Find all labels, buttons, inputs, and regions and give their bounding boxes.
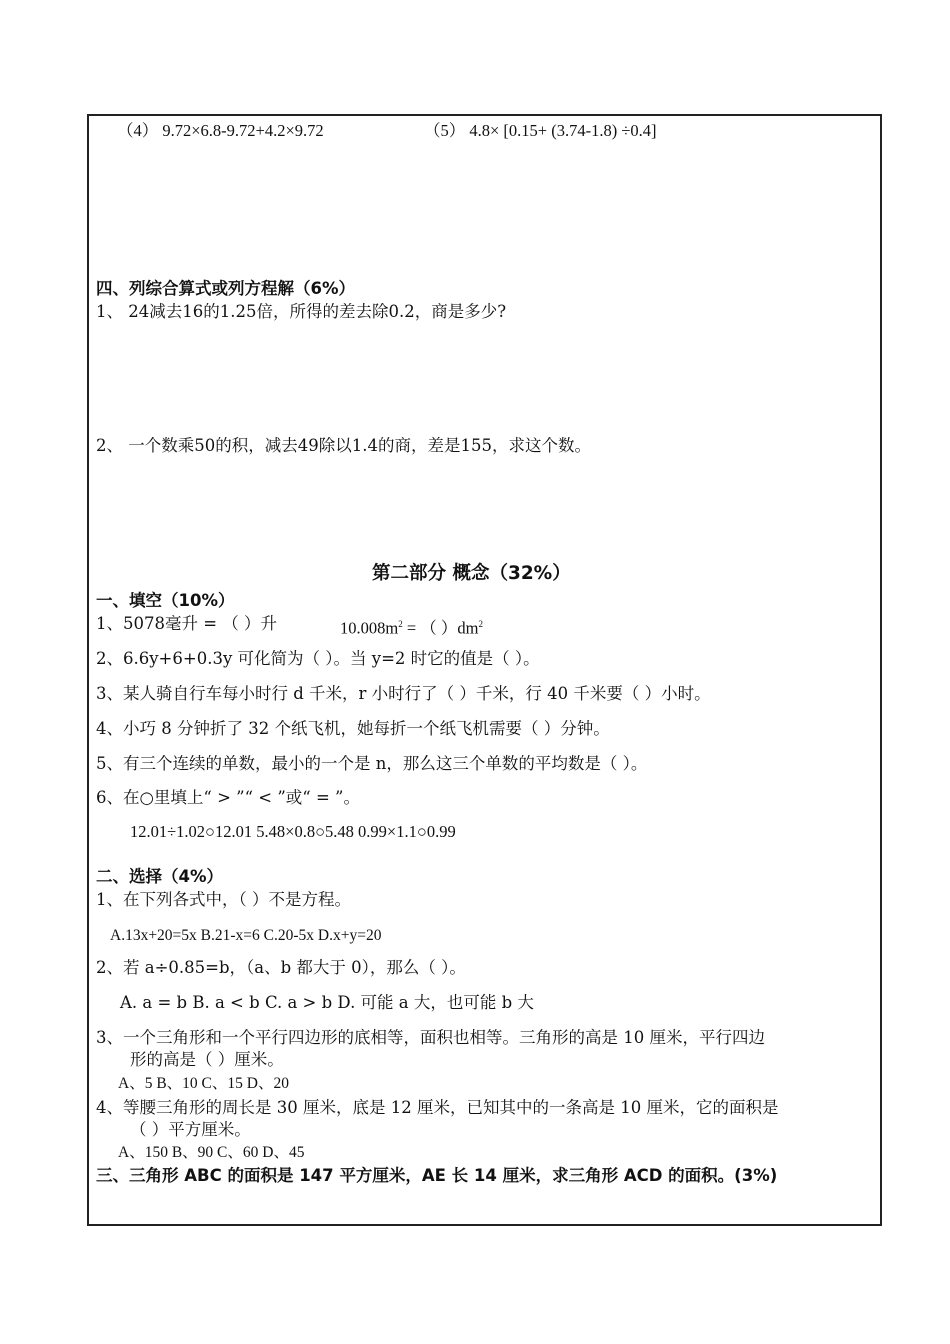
fill-question-2: 2、6.6y+6+0.3y 可化简为（ ）。当 y=2 时它的值是（ ）。 (96, 649, 540, 668)
calc-question-5: （5） 4.8× [0.15+ (3.74-1.8) ÷0.4] (424, 121, 657, 140)
fill-question-1a: 1、5078毫升 = （ ）升 (96, 614, 278, 633)
section3-question: 三、三角形 ABC 的面积是 147 平方厘米，AE 长 14 厘米，求三角形 ACD 的面积。(3%) (96, 1166, 778, 1185)
section4-heading: 四、列综合算式或列方程解（6%） (96, 279, 356, 298)
choice-question-2-options: A. a = b B. a < b C. a > b D. 可能 a 大，也可能 b 大 (120, 993, 534, 1012)
choice-question-4-line1: 4、等腰三角形的周长是 30 厘米，底是 12 厘米，已知其中的一条高是 10 厘米，它的面积是 (96, 1098, 779, 1117)
choice-question-3-line1: 3、一个三角形和一个平行四边形的底相等，面积也相等。三角形的高是 10 厘米，平行四边 (96, 1028, 765, 1047)
choice-question-1: 1、在下列各式中，（ ）不是方程。 (96, 890, 351, 909)
choice-question-2: 2、若 a÷0.85=b，（a、b 都大于 0），那么（ ）。 (96, 958, 466, 977)
choice-question-1-options: A.13x+20=5x B.21-x=6 C.20-5x D.x+y=20 (110, 927, 382, 944)
fill-question-5: 5、有三个连续的单数，最小的一个是 n，那么这三个单数的平均数是（ ）。 (96, 754, 648, 773)
fill-heading: 一、填空（10%） (96, 591, 235, 610)
choice-question-4-line2: （ ）平方厘米。 (130, 1120, 251, 1139)
fill-question-1b: $10.008m^2$ = （ ）$dm^2$ (340, 618, 483, 638)
section4-question-2: 2、 一个数乘50的积，减去49除以1.4的商，差是155，求这个数。 (96, 436, 591, 455)
part2-title: 第二部分 概念（32%） (372, 563, 571, 584)
fill-question-6-items: 12.01÷1.02○12.01 5.48×0.8○5.48 0.99×1.1○0.99 (130, 822, 456, 841)
fill-question-3: 3、某人骑自行车每小时行 d 千米，r 小时行了（ ）千米，行 40 千米要（ ）小时。 (96, 684, 711, 703)
section4-question-1: 1、 24减去16的1.25倍，所得的差去除0.2，商是多少? (96, 302, 507, 321)
choice-heading: 二、选择（4%） (96, 867, 224, 886)
choice-question-4-options: A、150 B、90 C、60 D、45 (118, 1144, 305, 1161)
fill-question-4: 4、小巧 8 分钟折了 32 个纸飞机，她每折一个纸飞机需要（ ）分钟。 (96, 719, 610, 738)
calc-question-4: （4） 9.72×6.8-9.72+4.2×9.72 (117, 121, 324, 140)
choice-question-3-options: A、5 B、10 C、15 D、20 (118, 1075, 289, 1092)
fill-question-6: 6、在○里填上“ > ”“ < ”或“ = ”。 (96, 788, 360, 807)
choice-question-3-line2: 形的高是（ ）厘米。 (130, 1050, 284, 1069)
